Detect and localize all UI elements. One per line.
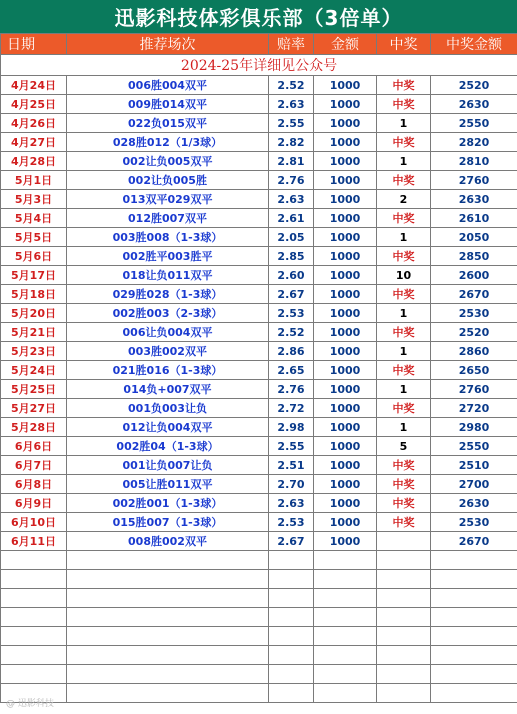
header-match: 推荐场次 bbox=[67, 34, 269, 55]
date-cell: 5月24日 bbox=[1, 361, 67, 380]
odds-cell: 2.51 bbox=[269, 456, 314, 475]
payout-cell: 2860 bbox=[431, 342, 517, 361]
empty-cell bbox=[67, 684, 269, 703]
amount-cell: 1000 bbox=[314, 361, 377, 380]
match-cell: 002胜001（1-3球） bbox=[67, 494, 269, 513]
hit-cell: 中奖 bbox=[377, 456, 431, 475]
date-cell: 6月11日 bbox=[1, 532, 67, 551]
odds-cell: 2.65 bbox=[269, 361, 314, 380]
table-row bbox=[1, 475, 517, 494]
empty-cell bbox=[314, 646, 377, 665]
table-row bbox=[1, 228, 517, 247]
table-row bbox=[1, 76, 517, 95]
empty-cell bbox=[1, 551, 67, 570]
table-row bbox=[1, 323, 517, 342]
date-cell: 5月3日 bbox=[1, 190, 67, 209]
date-cell: 4月28日 bbox=[1, 152, 67, 171]
hit-cell: 中奖 bbox=[377, 513, 431, 532]
hit-cell: 中奖 bbox=[377, 399, 431, 418]
odds-cell: 2.55 bbox=[269, 437, 314, 456]
table-row bbox=[1, 114, 517, 133]
payout-cell: 2630 bbox=[431, 494, 517, 513]
odds-cell: 2.53 bbox=[269, 513, 314, 532]
table-row bbox=[1, 133, 517, 152]
odds-cell: 2.70 bbox=[269, 475, 314, 494]
empty-cell bbox=[1, 589, 67, 608]
payout-cell: 2520 bbox=[431, 76, 517, 95]
date-cell: 5月17日 bbox=[1, 266, 67, 285]
header-odds: 赔率 bbox=[269, 34, 314, 55]
empty-cell bbox=[377, 665, 431, 684]
empty-cell bbox=[314, 627, 377, 646]
empty-row bbox=[1, 608, 517, 627]
odds-cell: 2.67 bbox=[269, 285, 314, 304]
table-row bbox=[1, 342, 517, 361]
empty-cell bbox=[314, 665, 377, 684]
empty-cell bbox=[431, 684, 517, 703]
amount-cell: 1000 bbox=[314, 209, 377, 228]
empty-cell bbox=[269, 608, 314, 627]
empty-cell bbox=[314, 570, 377, 589]
amount-cell: 1000 bbox=[314, 133, 377, 152]
empty-cell bbox=[314, 589, 377, 608]
table-row bbox=[1, 266, 517, 285]
empty-cell bbox=[377, 684, 431, 703]
empty-cell bbox=[431, 608, 517, 627]
odds-cell: 2.60 bbox=[269, 266, 314, 285]
empty-cell bbox=[431, 570, 517, 589]
table-row bbox=[1, 532, 517, 551]
payout-cell: 2050 bbox=[431, 228, 517, 247]
match-cell: 021胜016（1-3球） bbox=[67, 361, 269, 380]
empty-cell bbox=[67, 646, 269, 665]
match-cell: 003胜008（1-3球） bbox=[67, 228, 269, 247]
payout-cell: 2650 bbox=[431, 361, 517, 380]
table-row bbox=[1, 456, 517, 475]
match-cell: 008胜002双平 bbox=[67, 532, 269, 551]
empty-cell bbox=[431, 589, 517, 608]
date-cell: 6月9日 bbox=[1, 494, 67, 513]
hit-cell: 中奖 bbox=[377, 323, 431, 342]
hit-cell: 5 bbox=[377, 437, 431, 456]
empty-cell bbox=[314, 551, 377, 570]
date-cell: 5月27日 bbox=[1, 399, 67, 418]
match-cell: 002让负005胜 bbox=[67, 171, 269, 190]
empty-row bbox=[1, 551, 517, 570]
payout-cell: 2530 bbox=[431, 304, 517, 323]
odds-cell: 2.52 bbox=[269, 76, 314, 95]
table-row bbox=[1, 361, 517, 380]
match-cell: 009胜014双平 bbox=[67, 95, 269, 114]
odds-cell: 2.76 bbox=[269, 380, 314, 399]
table-row bbox=[1, 152, 517, 171]
empty-row bbox=[1, 589, 517, 608]
empty-cell bbox=[269, 684, 314, 703]
empty-row bbox=[1, 684, 517, 703]
table-row bbox=[1, 190, 517, 209]
date-cell: 5月5日 bbox=[1, 228, 67, 247]
amount-cell: 1000 bbox=[314, 418, 377, 437]
odds-cell: 2.81 bbox=[269, 152, 314, 171]
hit-cell: 2 bbox=[377, 190, 431, 209]
table-row bbox=[1, 380, 517, 399]
subtitle-row bbox=[1, 55, 517, 76]
match-cell: 012胜007双平 bbox=[67, 209, 269, 228]
hit-cell bbox=[377, 532, 431, 551]
header-payout: 中奖金额 bbox=[431, 34, 517, 55]
hit-cell: 1 bbox=[377, 304, 431, 323]
amount-cell: 1000 bbox=[314, 114, 377, 133]
match-cell: 006胜004双平 bbox=[67, 76, 269, 95]
table-row bbox=[1, 209, 517, 228]
date-cell: 4月27日 bbox=[1, 133, 67, 152]
date-cell: 6月6日 bbox=[1, 437, 67, 456]
hit-cell: 中奖 bbox=[377, 76, 431, 95]
page-title: 迅影科技体彩俱乐部（3倍单） bbox=[0, 0, 517, 33]
date-cell: 5月23日 bbox=[1, 342, 67, 361]
match-cell: 012让负004双平 bbox=[67, 418, 269, 437]
amount-cell: 1000 bbox=[314, 76, 377, 95]
empty-cell bbox=[377, 627, 431, 646]
empty-row bbox=[1, 627, 517, 646]
match-cell: 002胜04（1-3球） bbox=[67, 437, 269, 456]
empty-cell bbox=[431, 551, 517, 570]
watermark: @ 迅影科技 bbox=[6, 699, 54, 709]
date-cell: 4月26日 bbox=[1, 114, 67, 133]
hit-cell: 中奖 bbox=[377, 494, 431, 513]
payout-cell: 2810 bbox=[431, 152, 517, 171]
amount-cell: 1000 bbox=[314, 285, 377, 304]
match-cell: 005让胜011双平 bbox=[67, 475, 269, 494]
amount-cell: 1000 bbox=[314, 95, 377, 114]
empty-row bbox=[1, 646, 517, 665]
table-row bbox=[1, 399, 517, 418]
empty-cell bbox=[377, 589, 431, 608]
payout-cell: 2980 bbox=[431, 418, 517, 437]
empty-cell bbox=[67, 608, 269, 627]
payout-cell: 2670 bbox=[431, 532, 517, 551]
payout-cell: 2720 bbox=[431, 399, 517, 418]
table-row bbox=[1, 304, 517, 323]
odds-cell: 2.72 bbox=[269, 399, 314, 418]
payout-cell: 2530 bbox=[431, 513, 517, 532]
payout-cell: 2760 bbox=[431, 380, 517, 399]
payout-cell: 2610 bbox=[431, 209, 517, 228]
amount-cell: 1000 bbox=[314, 247, 377, 266]
table-row bbox=[1, 418, 517, 437]
amount-cell: 1000 bbox=[314, 152, 377, 171]
date-cell: 5月20日 bbox=[1, 304, 67, 323]
empty-cell bbox=[431, 665, 517, 684]
date-cell: 5月25日 bbox=[1, 380, 67, 399]
match-cell: 001让负007让负 bbox=[67, 456, 269, 475]
header-hit: 中奖 bbox=[377, 34, 431, 55]
empty-cell bbox=[431, 627, 517, 646]
table-row bbox=[1, 285, 517, 304]
odds-cell: 2.52 bbox=[269, 323, 314, 342]
date-cell: 5月28日 bbox=[1, 418, 67, 437]
amount-cell: 1000 bbox=[314, 380, 377, 399]
match-cell: 002胜平003胜平 bbox=[67, 247, 269, 266]
amount-cell: 1000 bbox=[314, 399, 377, 418]
empty-cell bbox=[431, 646, 517, 665]
hit-cell: 1 bbox=[377, 152, 431, 171]
hit-cell: 1 bbox=[377, 228, 431, 247]
match-cell: 029胜028（1-3球） bbox=[67, 285, 269, 304]
empty-cell bbox=[1, 646, 67, 665]
hit-cell: 1 bbox=[377, 342, 431, 361]
match-cell: 003胜002双平 bbox=[67, 342, 269, 361]
empty-cell bbox=[67, 627, 269, 646]
amount-cell: 1000 bbox=[314, 304, 377, 323]
match-cell: 022负015双平 bbox=[67, 114, 269, 133]
results-table bbox=[0, 33, 517, 703]
hit-cell: 中奖 bbox=[377, 247, 431, 266]
empty-cell bbox=[1, 570, 67, 589]
amount-cell: 1000 bbox=[314, 494, 377, 513]
empty-cell bbox=[377, 570, 431, 589]
empty-cell bbox=[314, 608, 377, 627]
payout-cell: 2600 bbox=[431, 266, 517, 285]
date-cell: 4月24日 bbox=[1, 76, 67, 95]
payout-cell: 2520 bbox=[431, 323, 517, 342]
header-date: 日期 bbox=[1, 34, 67, 55]
amount-cell: 1000 bbox=[314, 532, 377, 551]
amount-cell: 1000 bbox=[314, 475, 377, 494]
payout-cell: 2760 bbox=[431, 171, 517, 190]
table-row bbox=[1, 494, 517, 513]
payout-cell: 2550 bbox=[431, 114, 517, 133]
hit-cell: 中奖 bbox=[377, 133, 431, 152]
date-cell: 5月1日 bbox=[1, 171, 67, 190]
date-cell: 5月21日 bbox=[1, 323, 67, 342]
hit-cell: 中奖 bbox=[377, 209, 431, 228]
payout-cell: 2670 bbox=[431, 285, 517, 304]
empty-cell bbox=[269, 646, 314, 665]
hit-cell: 中奖 bbox=[377, 475, 431, 494]
empty-row bbox=[1, 665, 517, 684]
payout-cell: 2630 bbox=[431, 190, 517, 209]
odds-cell: 2.55 bbox=[269, 114, 314, 133]
subtitle: 2024-25年详细见公众号 bbox=[1, 55, 517, 76]
payout-cell: 2700 bbox=[431, 475, 517, 494]
odds-cell: 2.67 bbox=[269, 532, 314, 551]
empty-cell bbox=[67, 665, 269, 684]
odds-cell: 2.86 bbox=[269, 342, 314, 361]
amount-cell: 1000 bbox=[314, 171, 377, 190]
match-cell: 013双平029双平 bbox=[67, 190, 269, 209]
table-row bbox=[1, 247, 517, 266]
empty-cell bbox=[1, 608, 67, 627]
table-row bbox=[1, 437, 517, 456]
empty-cell bbox=[377, 646, 431, 665]
odds-cell: 2.85 bbox=[269, 247, 314, 266]
match-cell: 014负+007双平 bbox=[67, 380, 269, 399]
header-row bbox=[1, 34, 517, 55]
date-cell: 6月7日 bbox=[1, 456, 67, 475]
empty-cell bbox=[269, 627, 314, 646]
table-row bbox=[1, 95, 517, 114]
payout-cell: 2850 bbox=[431, 247, 517, 266]
hit-cell: 1 bbox=[377, 418, 431, 437]
table-row bbox=[1, 171, 517, 190]
empty-cell bbox=[67, 570, 269, 589]
date-cell: 6月8日 bbox=[1, 475, 67, 494]
odds-cell: 2.76 bbox=[269, 171, 314, 190]
odds-cell: 2.63 bbox=[269, 190, 314, 209]
empty-cell bbox=[1, 665, 67, 684]
match-cell: 015胜007（1-3球） bbox=[67, 513, 269, 532]
empty-cell bbox=[67, 551, 269, 570]
hit-cell: 1 bbox=[377, 114, 431, 133]
odds-cell: 2.63 bbox=[269, 95, 314, 114]
odds-cell: 2.61 bbox=[269, 209, 314, 228]
odds-cell: 2.63 bbox=[269, 494, 314, 513]
table-row bbox=[1, 513, 517, 532]
match-cell: 028胜012（1/3球） bbox=[67, 133, 269, 152]
odds-cell: 2.53 bbox=[269, 304, 314, 323]
amount-cell: 1000 bbox=[314, 437, 377, 456]
empty-cell bbox=[269, 589, 314, 608]
date-cell: 5月18日 bbox=[1, 285, 67, 304]
empty-cell bbox=[269, 551, 314, 570]
odds-cell: 2.05 bbox=[269, 228, 314, 247]
hit-cell: 中奖 bbox=[377, 285, 431, 304]
empty-cell bbox=[67, 589, 269, 608]
empty-cell bbox=[377, 608, 431, 627]
hit-cell: 中奖 bbox=[377, 95, 431, 114]
header-amount: 金额 bbox=[314, 34, 377, 55]
empty-cell bbox=[269, 570, 314, 589]
match-cell: 006让负004双平 bbox=[67, 323, 269, 342]
date-cell: 5月6日 bbox=[1, 247, 67, 266]
match-cell: 002胜003（2-3球） bbox=[67, 304, 269, 323]
payout-cell: 2820 bbox=[431, 133, 517, 152]
hit-cell: 中奖 bbox=[377, 361, 431, 380]
amount-cell: 1000 bbox=[314, 456, 377, 475]
date-cell: 5月4日 bbox=[1, 209, 67, 228]
hit-cell: 10 bbox=[377, 266, 431, 285]
payout-cell: 2510 bbox=[431, 456, 517, 475]
odds-cell: 2.98 bbox=[269, 418, 314, 437]
match-cell: 018让负011双平 bbox=[67, 266, 269, 285]
empty-cell bbox=[269, 665, 314, 684]
hit-cell: 中奖 bbox=[377, 171, 431, 190]
amount-cell: 1000 bbox=[314, 342, 377, 361]
amount-cell: 1000 bbox=[314, 190, 377, 209]
hit-cell: 1 bbox=[377, 380, 431, 399]
payout-cell: 2630 bbox=[431, 95, 517, 114]
amount-cell: 1000 bbox=[314, 266, 377, 285]
empty-row bbox=[1, 570, 517, 589]
match-cell: 002让负005双平 bbox=[67, 152, 269, 171]
date-cell: 6月10日 bbox=[1, 513, 67, 532]
amount-cell: 1000 bbox=[314, 228, 377, 247]
odds-cell: 2.82 bbox=[269, 133, 314, 152]
match-cell: 001负003让负 bbox=[67, 399, 269, 418]
empty-cell bbox=[1, 627, 67, 646]
empty-cell bbox=[314, 684, 377, 703]
date-cell: 4月25日 bbox=[1, 95, 67, 114]
amount-cell: 1000 bbox=[314, 513, 377, 532]
payout-cell: 2550 bbox=[431, 437, 517, 456]
empty-cell bbox=[377, 551, 431, 570]
amount-cell: 1000 bbox=[314, 323, 377, 342]
